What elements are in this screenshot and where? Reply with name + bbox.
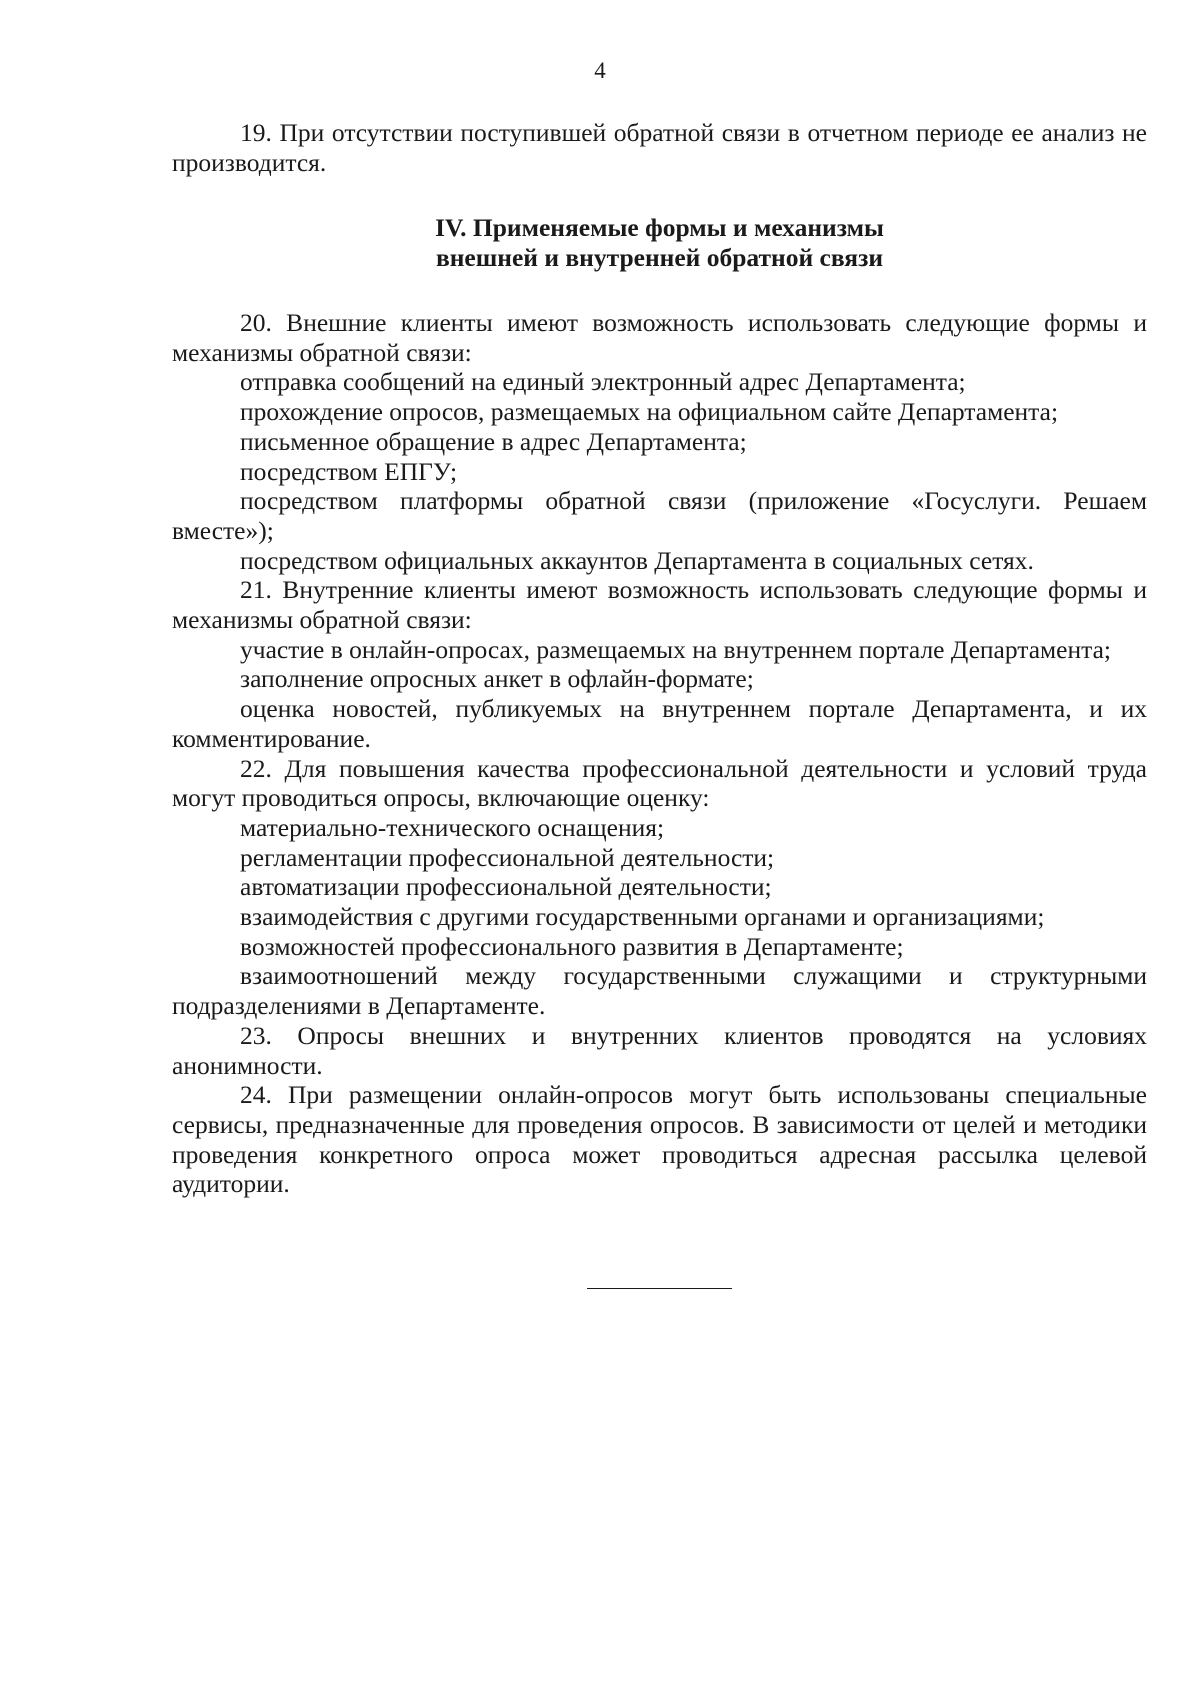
- paragraph-23: 23. Опросы внешних и внутренних клиентов проводятся на условиях анонимности.: [172, 1020, 1147, 1080]
- paragraph-19-block: [172, 118, 1147, 177]
- paragraph-22-item-5: возможностей профессионального развития в Департаменте;: [240, 931, 904, 961]
- paragraph-22-item-1: материально-технического оснащения;: [240, 812, 665, 842]
- paragraph-22-intro: 22. Для повышения качества профессиональной деятельности и условий труда могут проводиться опросы, включающие оценку:: [172, 753, 1147, 813]
- main-text-block: [172, 308, 1147, 1199]
- paragraph-22-item-2: регламентации профессиональной деятельности;: [240, 842, 775, 872]
- page-number: 4: [594, 58, 606, 83]
- paragraph-21-item-3: оценка новостей, публикуемых на внутреннем портале Департамента, и их комментирование.: [172, 694, 1147, 753]
- paragraph-20-item-6: посредством официальных аккаунтов Департамента в социальных сетях.: [240, 545, 1034, 575]
- end-of-document-rule: [587, 1288, 732, 1289]
- paragraph-20-intro: 20. Внешние клиенты имеют возможность использовать следующие формы и механизмы обратной связи:: [172, 308, 1147, 367]
- paragraph-19: 19. При отсутствии поступившей обратной связи в отчетном периоде ее анализ не производится.: [172, 118, 1147, 177]
- paragraph-20-item-2: прохождение опросов, размещаемых на официальном сайте Департамента;: [240, 397, 1059, 427]
- paragraph-22-item-4: взаимодействия с другими государственными органами и организациями;: [240, 902, 1045, 932]
- paragraph-21-intro: 21. Внутренние клиенты имеют возможность использовать следующие формы и механизмы обратной связи:: [172, 575, 1147, 635]
- paragraph-22-item-3: автоматизации профессиональной деятельности;: [240, 872, 772, 902]
- paragraph-22-item-6: взаимоотношений между государственными служащими и структурными подразделениями в Департаменте.: [172, 961, 1147, 1021]
- paragraph-21-item-1: участие в онлайн-опросах, размещаемых на внутреннем портале Департамента;: [240, 634, 1111, 664]
- section-heading-line-2: внешней и внутренней обратной связи: [435, 243, 884, 272]
- paragraph-20-item-3: письменное обращение в адрес Департамента;: [240, 426, 747, 456]
- section-heading: [172, 213, 1147, 273]
- paragraph-20-item-4: посредством ЕПГУ;: [240, 456, 458, 486]
- paragraph-21-item-2: заполнение опросных анкет в офлайн-формате;: [240, 664, 754, 694]
- paragraph-24: 24. При размещении онлайн-опросов могут быть использованы специальные сервисы, предназначенные для проведения опросов. В зависимости от целей и методики проведения конкретного опроса может проводиться адресная рассылка целевой аудитории.: [172, 1080, 1147, 1199]
- paragraph-20-item-1: отправка сообщений на единый электронный адрес Департамента;: [240, 367, 966, 397]
- section-heading-line-1: IV. Применяемые формы и механизмы: [435, 213, 884, 242]
- paragraph-20-item-5: посредством платформы обратной связи (приложение «Госуслуги. Решаем вместе»);: [172, 486, 1147, 545]
